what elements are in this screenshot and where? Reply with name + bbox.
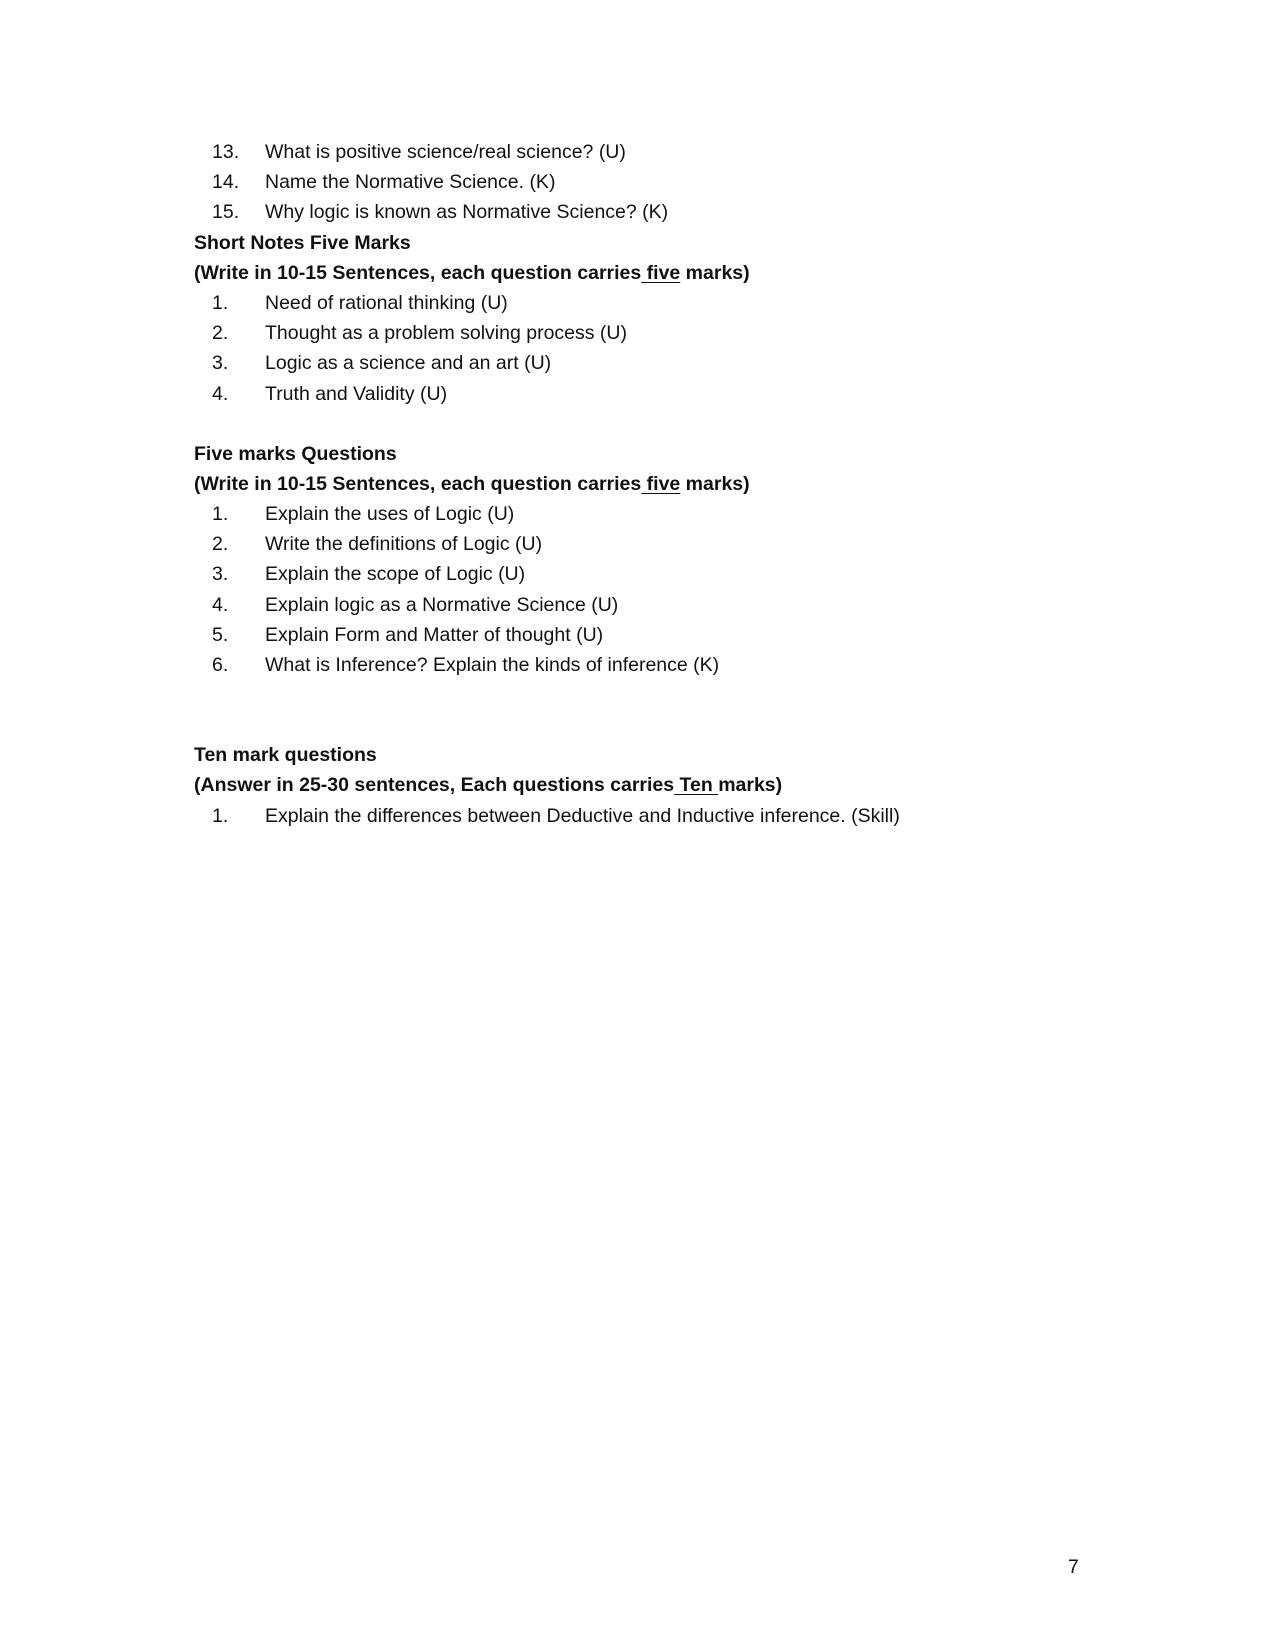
list-item [194, 529, 1094, 559]
item-number: 6. [212, 654, 229, 676]
item-text: Why logic is known as Normative Science? (K) [265, 201, 669, 224]
item-number: 2. [212, 533, 229, 556]
page-number: 7 [1068, 1556, 1079, 1578]
item-number: 2. [212, 322, 229, 345]
list-item [194, 801, 1094, 831]
section-title-ten-marks: Ten mark questions [194, 744, 377, 767]
instruction-text-end: marks) [680, 261, 750, 284]
item-number: 1. [212, 804, 229, 827]
section-instruction-short-notes [194, 258, 1094, 288]
list-item [194, 288, 1094, 318]
list-item [194, 590, 1094, 620]
item-number: 4. [212, 593, 229, 616]
list-item [194, 499, 1094, 529]
item-number: 1. [212, 291, 229, 314]
section-title-short-notes: Short Notes Five Marks [194, 231, 411, 254]
section-spacer [194, 409, 1094, 439]
item-number: 15. [212, 201, 240, 224]
item-text: Explain the differences between Deductive and Inductive inference. (Skill) [265, 804, 900, 827]
list-item [194, 559, 1094, 589]
item-number: 1. [212, 503, 229, 526]
instruction-emphasis: Ten [674, 774, 719, 797]
instruction-text-end: marks) [680, 472, 750, 495]
list-item [194, 650, 1094, 680]
instruction-text: (Write in 10-15 Sentences, each question carries [194, 472, 642, 495]
item-text: What is positive science/real science? (U) [265, 141, 626, 163]
list-item [194, 167, 1094, 197]
instruction-text-end: marks) [718, 774, 783, 797]
item-text: Name the Normative Science. (K) [265, 171, 556, 194]
item-number: 5. [212, 623, 229, 646]
item-text: Explain Form and Matter of thought (U) [265, 623, 604, 646]
list-item [194, 348, 1094, 378]
item-text: Logic as a science and an art (U) [265, 352, 552, 375]
item-text: Explain logic as a Normative Science (U) [265, 593, 619, 616]
item-text: Explain the uses of Logic (U) [265, 503, 515, 526]
item-text: What is Inference? Explain the kinds of inference (K) [265, 654, 720, 676]
item-text: Explain the scope of Logic (U) [265, 563, 526, 586]
item-number: 3. [212, 563, 229, 586]
list-item [194, 379, 1094, 409]
list-item [194, 197, 1094, 227]
list-item [194, 620, 1094, 650]
item-text: Need of rational thinking (U) [265, 291, 508, 314]
item-text: Truth and Validity (U) [265, 382, 448, 405]
instruction-text: (Write in 10-15 Sentences, each question carries [194, 261, 642, 284]
section-instruction-ten-marks [194, 770, 1094, 800]
instruction-emphasis: five [641, 261, 681, 284]
item-text: Thought as a problem solving process (U) [265, 322, 627, 345]
section-title-five-marks: Five marks Questions [194, 442, 397, 465]
page-content [194, 137, 1094, 831]
instruction-text: (Answer in 25-30 sentences, Each questions carries [194, 774, 675, 797]
item-text: Write the definitions of Logic (U) [265, 533, 543, 556]
item-number: 13. [212, 141, 240, 163]
instruction-emphasis: five [641, 472, 681, 495]
item-number: 3. [212, 352, 229, 375]
list-item [194, 318, 1094, 348]
list-item [194, 137, 1094, 167]
item-number: 14. [212, 171, 240, 194]
section-spacer [194, 680, 1094, 740]
item-number: 4. [212, 382, 229, 405]
section-instruction-five-marks [194, 469, 1094, 499]
